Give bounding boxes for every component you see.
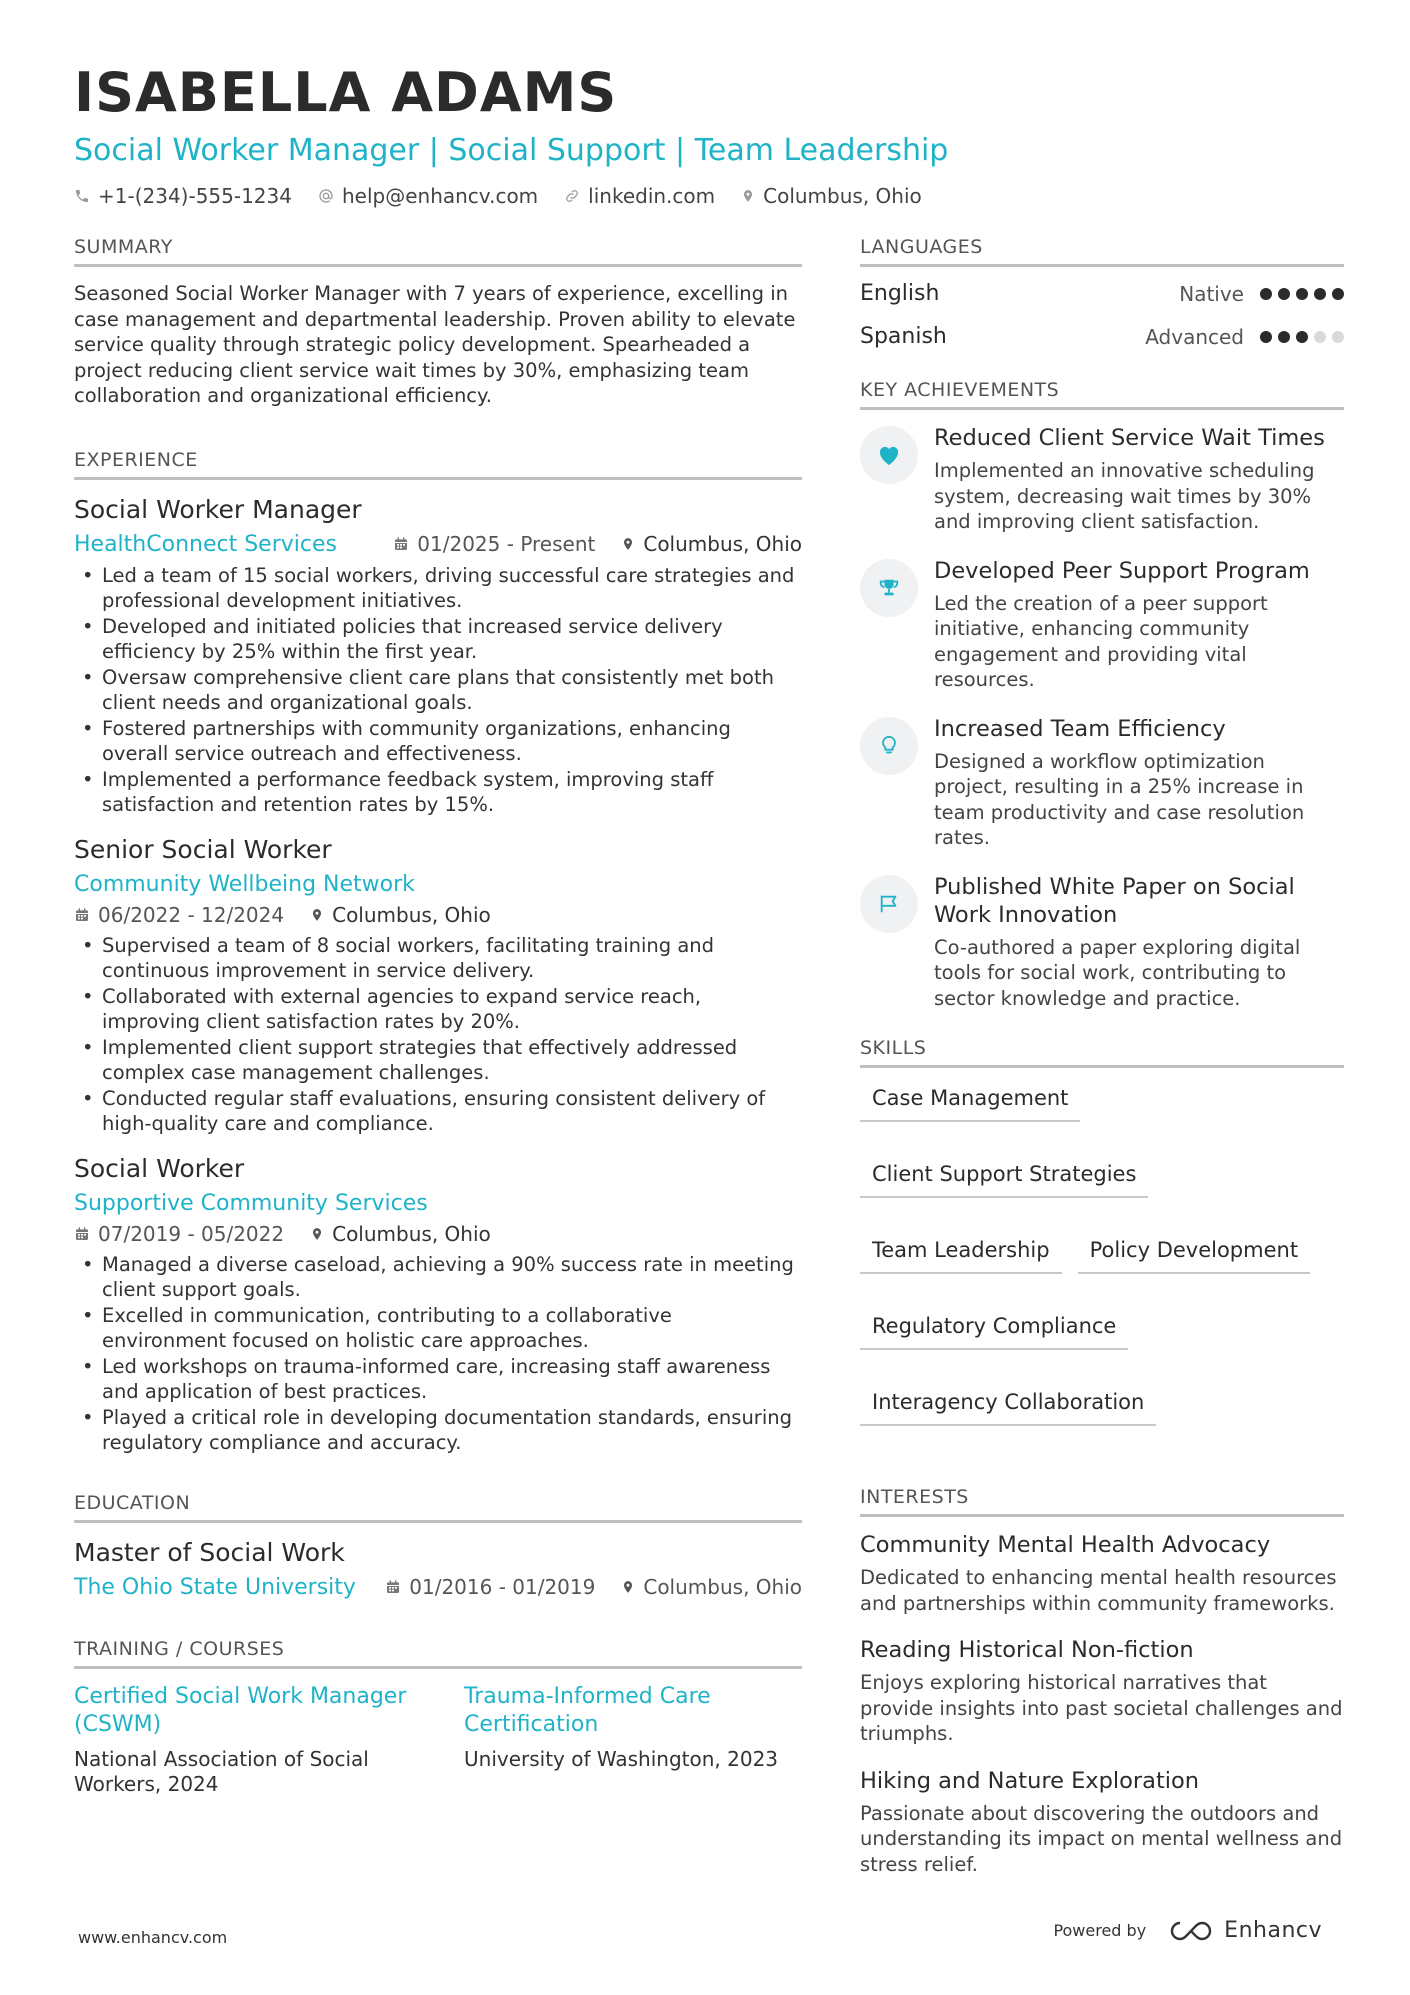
training-provider: University of Washington, 2023 xyxy=(464,1746,779,1771)
job-details xyxy=(74,903,802,927)
contact-phone xyxy=(74,184,292,208)
education-section xyxy=(74,1492,802,1600)
calendar-icon xyxy=(385,1579,401,1595)
degree-title: Master of Social Work xyxy=(74,1537,345,1567)
achievement-item xyxy=(860,873,1344,1012)
calendar-icon xyxy=(74,907,90,923)
left-column xyxy=(74,236,802,1837)
training-item xyxy=(464,1683,802,1797)
skills-section xyxy=(860,1037,1344,1426)
rating-dot-filled xyxy=(1278,331,1290,343)
job-bullets xyxy=(74,1252,802,1456)
job-details xyxy=(393,532,802,556)
rating-dot-empty xyxy=(1314,331,1326,343)
achievement-desc: Led the creation of a peer support initiative, enhancing community engagement and providing vital resources. xyxy=(934,591,1268,691)
skill-tag: Policy Development xyxy=(1078,1234,1310,1274)
skill-tag: Regulatory Compliance xyxy=(860,1310,1128,1350)
achievements-section xyxy=(860,379,1344,1011)
achievement-body xyxy=(934,424,1344,535)
rating-dots xyxy=(1260,288,1344,300)
interest-item xyxy=(860,1767,1344,1878)
job-location-text: Columbus, Ohio xyxy=(332,1221,491,1246)
summary-section xyxy=(74,236,802,409)
skill-tag: Interagency Collaboration xyxy=(860,1386,1156,1426)
achievements-heading: KEY ACHIEVEMENTS xyxy=(860,379,1344,410)
job-meta xyxy=(74,872,802,927)
job-location xyxy=(310,1222,491,1246)
job-bullet: • Implemented a performance feedback system, improving staff satisfaction and retention rates by 15%. xyxy=(74,767,802,818)
rating-dot-empty xyxy=(1332,331,1344,343)
contact-email[interactable] xyxy=(318,184,538,208)
training-item xyxy=(74,1683,412,1797)
skill-tag: Client Support Strategies xyxy=(860,1158,1148,1198)
job-bullet: • Fostered partnerships with community organizations, enhancing overall service outreach and effectiveness. xyxy=(74,716,802,767)
heart-icon xyxy=(860,426,918,484)
interest-item xyxy=(860,1636,1344,1747)
footer-website[interactable]: www.enhancv.com xyxy=(78,1928,228,1947)
footer-branding xyxy=(1053,1918,1322,1943)
rating-dot-filled xyxy=(1278,288,1290,300)
location-text: Columbus, Ohio xyxy=(763,184,922,208)
brand-logo[interactable] xyxy=(1168,1918,1322,1943)
job-entry xyxy=(74,834,802,1137)
achievement-item xyxy=(860,424,1344,535)
at-icon xyxy=(318,188,334,204)
company-name: HealthConnect Services xyxy=(74,531,337,557)
job-dates-text: 07/2019 - 05/2022 xyxy=(98,1221,285,1246)
achievement-desc: Designed a workflow optimization project, resulting in a 25% increase in team productivity and case resolution rates. xyxy=(934,749,1305,849)
job-title: Social Worker Manager xyxy=(74,494,362,524)
job-bullet: • Played a critical role in developing documentation standards, ensuring regulatory compliance and accuracy. xyxy=(74,1405,802,1456)
linkedin-link[interactable]: linkedin.com xyxy=(588,184,716,208)
job-bullet: • Led workshops on trauma-informed care, increasing staff awareness and application of best practices. xyxy=(74,1354,802,1405)
rating-dot-filled xyxy=(1332,288,1344,300)
education-heading: EDUCATION xyxy=(74,1492,802,1523)
flag-icon xyxy=(860,875,918,933)
language-level: Advanced xyxy=(1145,324,1244,349)
languages-section xyxy=(860,236,1344,349)
job-bullet: • Excelled in communication, contributing to a collaborative environment focused on holistic care approaches. xyxy=(74,1303,802,1354)
interest-title: Reading Historical Non-fiction xyxy=(860,1637,1194,1663)
interests-section xyxy=(860,1486,1344,1877)
candidate-subtitle: Social Worker Manager | Social Support | Team Leadership xyxy=(74,133,949,168)
job-dates-text: 01/2025 - Present xyxy=(417,532,596,556)
language-row xyxy=(860,281,1344,306)
training-grid xyxy=(74,1683,802,1797)
email-link[interactable]: help@enhancv.com xyxy=(341,184,539,208)
job-details xyxy=(74,1222,802,1246)
interest-title: Community Mental Health Advocacy xyxy=(860,1532,1271,1558)
calendar-icon xyxy=(74,1226,90,1242)
location-pin-icon xyxy=(310,1226,324,1242)
interest-desc: Enjoys exploring historical narratives that provide insights into past societal challenges and triumphs. xyxy=(860,1671,1343,1745)
interests-heading: INTERESTS xyxy=(860,1486,1344,1517)
job-dates-text: 06/2022 - 12/2024 xyxy=(98,902,285,927)
summary-text: Seasoned Social Worker Manager with 7 years of experience, excelling in case management and departmental leadership. Proven ability to elevate service quality through strategic policy development. Spearheaded a project reducing client service wait times by 30%, emphasizing team collaboration and organizational efficiency. xyxy=(74,282,796,407)
rating-dot-filled xyxy=(1314,288,1326,300)
phone-text: +1-(234)-555-1234 xyxy=(98,184,292,208)
achievement-body xyxy=(934,715,1344,851)
job-dates xyxy=(393,532,595,556)
rating-dots xyxy=(1260,331,1344,343)
achievement-desc: Implemented an innovative scheduling system, decreasing wait times by 30% and improving client satisfaction. xyxy=(934,459,1315,533)
achievement-title: Developed Peer Support Program xyxy=(934,557,1310,584)
achievement-title: Reduced Client Service Wait Times xyxy=(934,425,1325,451)
link-icon xyxy=(564,188,580,204)
achievement-title: Increased Team Efficiency xyxy=(934,715,1226,742)
job-bullets xyxy=(74,563,802,818)
education-dates xyxy=(385,1575,595,1599)
job-meta xyxy=(74,1191,802,1246)
job-bullet: • Implemented client support strategies that effectively addressed complex case management challenges. xyxy=(74,1035,802,1086)
rating-dot-filled xyxy=(1260,288,1272,300)
trophy-icon xyxy=(860,559,918,617)
location-pin-icon xyxy=(741,188,755,204)
education-location-text: Columbus, Ohio xyxy=(643,1575,802,1599)
achievement-desc: Co-authored a paper exploring digital tools for social work, contributing to sector knowledge and practice. xyxy=(934,935,1301,1010)
skill-tag: Case Management xyxy=(860,1082,1080,1122)
job-location-text: Columbus, Ohio xyxy=(332,902,491,927)
language-row xyxy=(860,324,1344,349)
job-bullet: • Supervised a team of 8 social workers, facilitating training and continuous improvement in service delivery. xyxy=(74,933,802,984)
job-dates xyxy=(74,1222,284,1246)
location-pin-icon xyxy=(310,907,324,923)
job-bullet: • Conducted regular staff evaluations, ensuring consistent delivery of high-quality care and compliance. xyxy=(74,1086,802,1137)
education-dates-text: 01/2016 - 01/2019 xyxy=(409,1575,596,1599)
rating-dot-filled xyxy=(1296,331,1308,343)
job-title: Social Worker xyxy=(74,1153,245,1183)
job-bullet: • Oversaw comprehensive client care plans that consistently met both client needs and organizational goals. xyxy=(74,665,802,716)
training-title: Certified Social Work Manager (CSWM) xyxy=(74,1683,407,1737)
language-level: Native xyxy=(1179,281,1244,306)
job-bullets xyxy=(74,933,802,1137)
job-bullet: • Managed a diverse caseload, achieving a 90% success rate in meeting client support goals. xyxy=(74,1252,802,1303)
achievement-item xyxy=(860,715,1344,851)
skills-heading: SKILLS xyxy=(860,1037,1344,1068)
contact-linkedin[interactable] xyxy=(564,184,715,208)
job-entry xyxy=(74,494,802,818)
education-location xyxy=(621,1575,802,1599)
language-proficiency xyxy=(1179,282,1344,306)
training-section xyxy=(74,1638,802,1797)
company-name: Community Wellbeing Network xyxy=(74,871,415,897)
language-name: Spanish xyxy=(860,324,947,349)
location-pin-icon xyxy=(621,536,635,552)
language-name: English xyxy=(860,281,940,306)
brand-name: Enhancv xyxy=(1224,1918,1322,1943)
job-location-text: Columbus, Ohio xyxy=(643,532,802,556)
job-bullet: • Collaborated with external agencies to expand service reach, improving client satisfaction rates by 20%. xyxy=(74,984,802,1035)
job-location xyxy=(621,532,802,556)
location-pin-icon xyxy=(621,1579,635,1595)
right-column xyxy=(860,236,1344,1917)
job-bullet: • Led a team of 15 social workers, driving successful care strategies and professional development initiatives. xyxy=(74,563,802,614)
enhancv-logo-icon xyxy=(1168,1919,1214,1943)
experience-section xyxy=(74,449,802,1456)
lightbulb-icon xyxy=(860,717,918,775)
job-entry xyxy=(74,1153,802,1456)
summary-heading: SUMMARY xyxy=(74,236,802,267)
job-location xyxy=(310,903,491,927)
interest-desc: Passionate about discovering the outdoors and understanding its impact on mental wellness and stress relief. xyxy=(860,1801,1343,1876)
training-provider: National Association of Social Workers, 2024 xyxy=(74,1746,369,1796)
job-bullet: • Developed and initiated policies that increased service delivery efficiency by 25% within the first year. xyxy=(74,614,802,665)
interest-desc: Dedicated to enhancing mental health resources and partnerships within community frameworks. xyxy=(860,1566,1337,1615)
achievement-body xyxy=(934,873,1344,1012)
school-name: The Ohio State University xyxy=(74,1574,356,1600)
powered-by-text: Powered by xyxy=(1053,1921,1147,1940)
interest-title: Hiking and Nature Exploration xyxy=(860,1767,1200,1794)
calendar-icon xyxy=(393,536,409,552)
languages-heading: LANGUAGES xyxy=(860,236,1344,267)
rating-dot-filled xyxy=(1296,288,1308,300)
achievement-item xyxy=(860,557,1344,693)
rating-dot-filled xyxy=(1260,331,1272,343)
experience-heading: EXPERIENCE xyxy=(74,449,802,480)
job-title: Senior Social Worker xyxy=(74,834,332,864)
interest-item xyxy=(860,1531,1344,1616)
phone-icon xyxy=(74,188,90,204)
language-proficiency xyxy=(1145,325,1344,349)
training-title: Trauma-Informed Care Certification xyxy=(464,1683,711,1737)
company-name: Supportive Community Services xyxy=(74,1190,428,1216)
job-meta xyxy=(74,532,802,557)
achievement-body xyxy=(934,557,1344,693)
resume-header xyxy=(74,62,1344,208)
contact-bar xyxy=(74,184,1344,208)
skills-list xyxy=(860,1082,1344,1426)
contact-location xyxy=(741,184,922,208)
skill-tag: Team Leadership xyxy=(860,1234,1062,1274)
education-meta xyxy=(74,1575,802,1600)
education-details xyxy=(385,1575,802,1599)
achievement-title: Published White Paper on Social Work Innovation xyxy=(934,873,1295,928)
job-dates xyxy=(74,903,284,927)
training-heading: TRAINING / COURSES xyxy=(74,1638,802,1669)
candidate-name: ISABELLA ADAMS xyxy=(74,61,618,124)
